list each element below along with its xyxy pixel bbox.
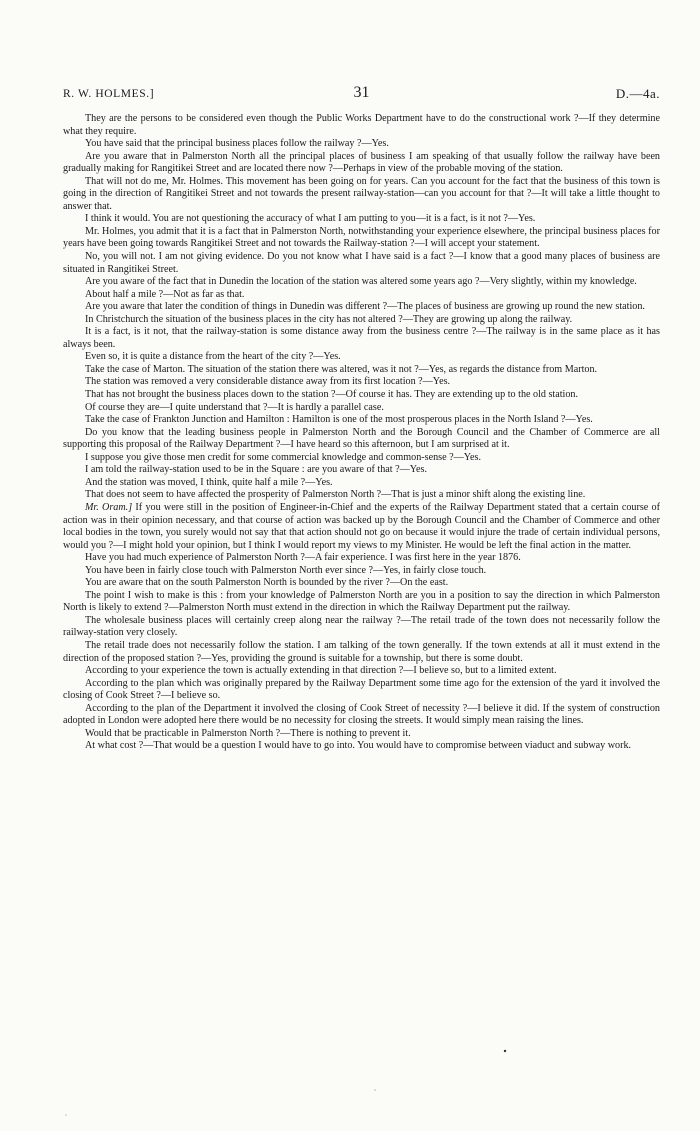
paragraph: According to the plan of the Department it involved the closing of Cook Street of necessity ?—I believe it did. If the system of construction adopted in London were adopted here there would be no necessity for closing the streets. It would simply mean raising the lines. <box>63 702 660 727</box>
header-witness-name: R. W. HOLMES.] <box>63 88 155 100</box>
paragraph: Are you aware of the fact that in Dunedin the location of the station was altered some years ago ?—Very slightly, within my knowledge. <box>85 276 637 288</box>
paragraph: It is a fact, is it not, that the railway-station is some distance away from the business centre ?—The railway is in the same place as it has always been. <box>63 326 660 350</box>
evidence-text <box>63 113 660 753</box>
paragraph: Mr. Oram.] If you were still in the position of Engineer-in-Chief and the experts of the Railway Department stated that a certain course of action was in their opinion necessary, and that course of action was backed up by the Borough Council and the Chamber of Commerce and other local bodies in the town, you surely would not say that that action should not go on because it would injure the trade of certain individual persons, would you ?—I might hold your opinion, but I think I would report my views to my Minister. He would be left the final action in the matter. <box>63 501 660 551</box>
paragraph: The point I wish to make is this : from your knowledge of Palmerston North are you in a position to say the direction in which Palmerston North is likely to extend ?—Palmerston North must extend in the direction in which the Railway Department put the railway. <box>63 589 660 614</box>
paragraph: You have been in fairly close touch with Palmerston North ever since ?—Yes, in fairly close touch. <box>85 564 487 576</box>
page-header <box>63 86 660 106</box>
paragraph: That has not brought the business places down to the station ?—Of course it has. They are extending up to the old station. <box>85 389 579 401</box>
paragraph: No, you will not. I am not giving evidence. Do you not know what I have said is a fact ?—I know that a good many places of business are situated in Rangitikei Street. <box>63 251 660 275</box>
paragraph: Do you know that the leading business people in Palmerston North and the Borough Council and the Chamber of Commerce are all supporting this proposal of the Railway Department ?—I have heard so this afternoon, but I am surprised at it. <box>63 426 660 451</box>
paragraph: You are aware that on the south Palmerston North is bounded by the river ?—On the east. <box>85 577 449 589</box>
paragraph: About half a mile ?—Not as far as that. <box>85 288 245 300</box>
paragraph: Mr. Holmes, you admit that it is a fact that in Palmerston North, notwithstanding your experience elsewhere, the principal business places for years have been going towards Rangitikei Street and not towards the Railway-station ?—I will accept your statement. <box>63 225 660 250</box>
paragraph: According to your experience the town is actually extending in that direction ?—I believe so, but to a limited extent. <box>85 665 557 677</box>
scan-speck <box>374 1089 375 1090</box>
page-number: 31 <box>353 84 370 101</box>
paragraph: That does not seem to have affected the prosperity of Palmerston North ?—That is just a minor shift along the existing line. <box>85 489 586 501</box>
paragraph: The station was removed a very considerable distance away from its first location ?—Yes. <box>85 376 451 388</box>
paragraph: Of course they are—I quite understand that ?—It is hardly a parallel case. <box>85 401 384 413</box>
paragraph: Have you had much experience of Palmerston North ?—A fair experience. I was first here in the year 1876. <box>85 552 521 564</box>
scan-speck <box>504 1050 506 1052</box>
paragraph: That will not do me, Mr. Holmes. This movement has been going on for years. Can you account for the fact that the business of this town is going in the direction of Rangitikei Street and not towards the present railway-station—can you account for that ?—It will take a little thought to answer that. <box>63 175 660 212</box>
speaker-name: Mr. Oram.] <box>85 501 133 513</box>
paragraph: Take the case of Marton. The situation of the station there was altered, was it not ?—Yes, as regards the distance from Marton. <box>85 363 598 375</box>
paragraph: They are the persons to be considered even though the Public Works Department have to do the constructional work ?—If they determine what they require. <box>63 113 660 137</box>
paragraph: In Christchurch the situation of the business places in the city has not altered ?—They are growing up along the railway. <box>85 313 573 325</box>
paragraph: At what cost ?—That would be a question I would have to go into. You would have to compromise between viaduct and subway work. <box>85 740 632 752</box>
paragraph: You have said that the principal business places follow the railway ?—Yes. <box>85 138 389 150</box>
document-reference: D.—4a. <box>615 86 660 101</box>
paragraph: I think it would. You are not questioning the accuracy of what I am putting to you—it is a fact, is it not ?—Yes. <box>85 213 536 225</box>
paragraph: The wholesale business places will certainly creep along near the railway ?—The retail trade of the town does not necessarily follow the railway-station very closely. <box>63 614 660 639</box>
paragraph: I suppose you give those men credit for some commercial knowledge and common-sense ?—Yes. <box>85 451 482 463</box>
paragraph: According to the plan which was originally prepared by the Railway Department some time ago for the extension of the yard it involved the closing of Cook Street ?—I believe so. <box>63 677 660 702</box>
paragraph: Are you aware that in Palmerston North all the principal places of business I am speaking of that usually follow the railway have been gradually making for Rangitikei Street and are located there now ?—Perhaps in view of the probable moving of the station. <box>63 150 660 175</box>
paragraph: Would that be practicable in Palmerston North ?—There is nothing to prevent it. <box>85 727 411 739</box>
paragraph: The retail trade does not necessarily follow the station. I am talking of the town generally. If the town extends at all it must extend in the direction of the proposed station ?—Yes, providing the ground is suitable for a township, but there is some doubt. <box>63 639 660 664</box>
paragraph: Are you aware that later the condition of things in Dunedin was different ?—The places of business are growing up round the new station. <box>85 301 645 313</box>
scan-speck <box>65 1114 66 1115</box>
paragraph: I am told the railway-station used to be in the Square : are you aware of that ?—Yes. <box>85 464 427 476</box>
paragraph: Even so, it is quite a distance from the heart of the city ?—Yes. <box>85 351 341 363</box>
paragraph: And the station was moved, I think, quite half a mile ?—Yes. <box>85 476 333 488</box>
paragraph: Take the case of Frankton Junction and Hamilton : Hamilton is one of the most prosperous places in the North Island ?—Yes. <box>85 414 593 426</box>
